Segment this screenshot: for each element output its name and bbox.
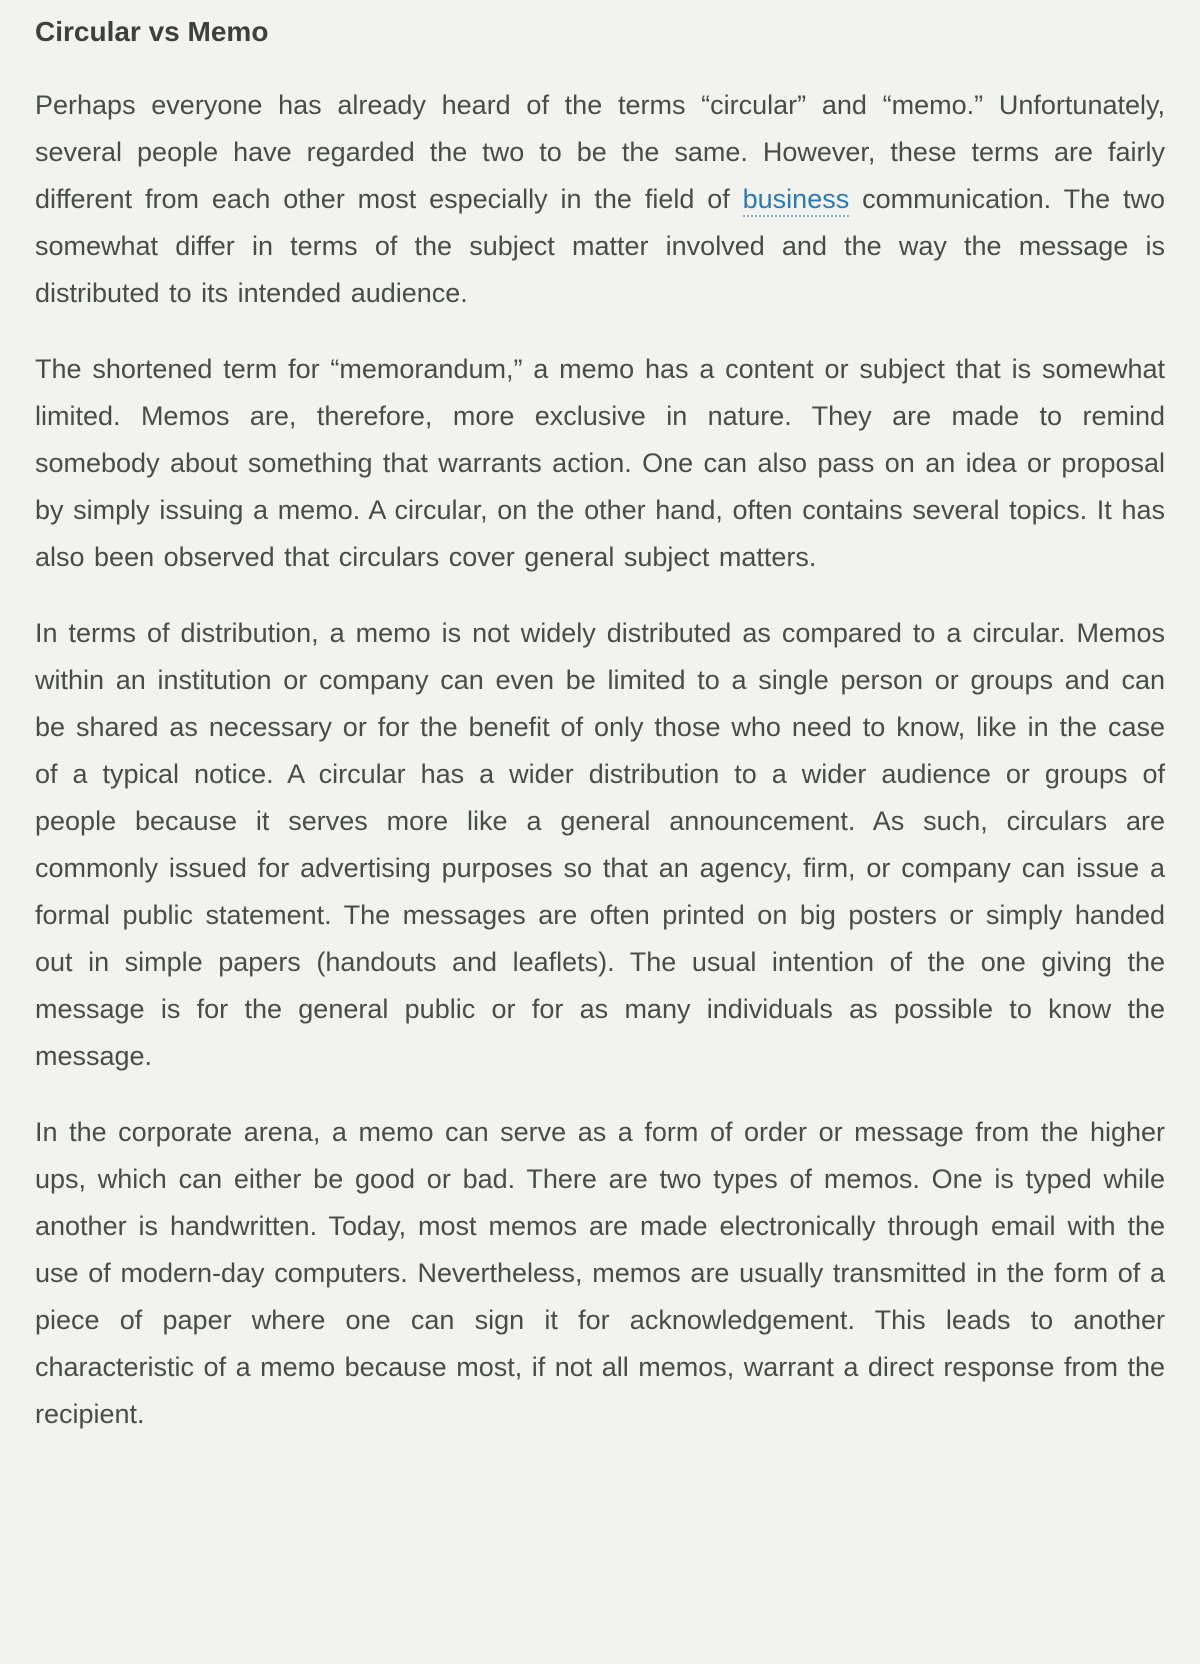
paragraph-intro [35,82,1165,317]
business-link[interactable]: business [743,184,850,217]
paragraph-corporate-arena: In the corporate arena, a memo can serve as a form of order or message from the higher ups, which can either be good or bad. There are two types of memos. One is typed while another is handwritten. Today, most memos are made electronically through email with the use of modern-day computers. Nevertheless, memos are usually transmitted in the form of a piece of paper where one can sign it for acknowledgement. This leads to another characteristic of a memo because most, if not all memos, warrant a direct response from the recipient. [35,1117,1165,1429]
paragraph-memo-definition: The shortened term for “memorandum,” a memo has a content or subject that is somewhat limited. Memos are, therefore, more exclusive in nature. They are made to remind somebody about something that warrants action. One can also pass on an idea or proposal by simply issuing a memo. A circular, on the other hand, often contains several topics. It has also been observed that circulars cover general subject matters. [35,354,1165,572]
page-title: Circular vs Memo [35,16,269,47]
paragraph-intro-text-after-link: communication. The two somewhat differ in terms of the subject matter involved and the way the message is distributed to its intended audience. [35,184,1165,308]
paragraph-distribution: In terms of distribution, a memo is not widely distributed as compared to a circular. Memos within an institution or company can even be limited to a single person or groups and can be shared as necessary or for the benefit of only those who need to know, like in the case of a typical notice. A circular has a wider distribution to a wider audience or groups of people because it serves more like a general announcement. As such, circulars are commonly issued for advertising purposes so that an agency, firm, or company can issue a formal public statement. The messages are often printed on big posters or simply handed out in simple papers (handouts and leaflets). The usual intention of the one giving the message is for the general public or for as many individuals as possible to know the message. [35,618,1165,1071]
paragraph-intro-text-before-link: Perhaps everyone has already heard of the terms “circular” and “memo.” Unfortunately, several people have regarded the two to be the same. However, these terms are fairly different from each other most especially in the field of [35,90,1165,214]
